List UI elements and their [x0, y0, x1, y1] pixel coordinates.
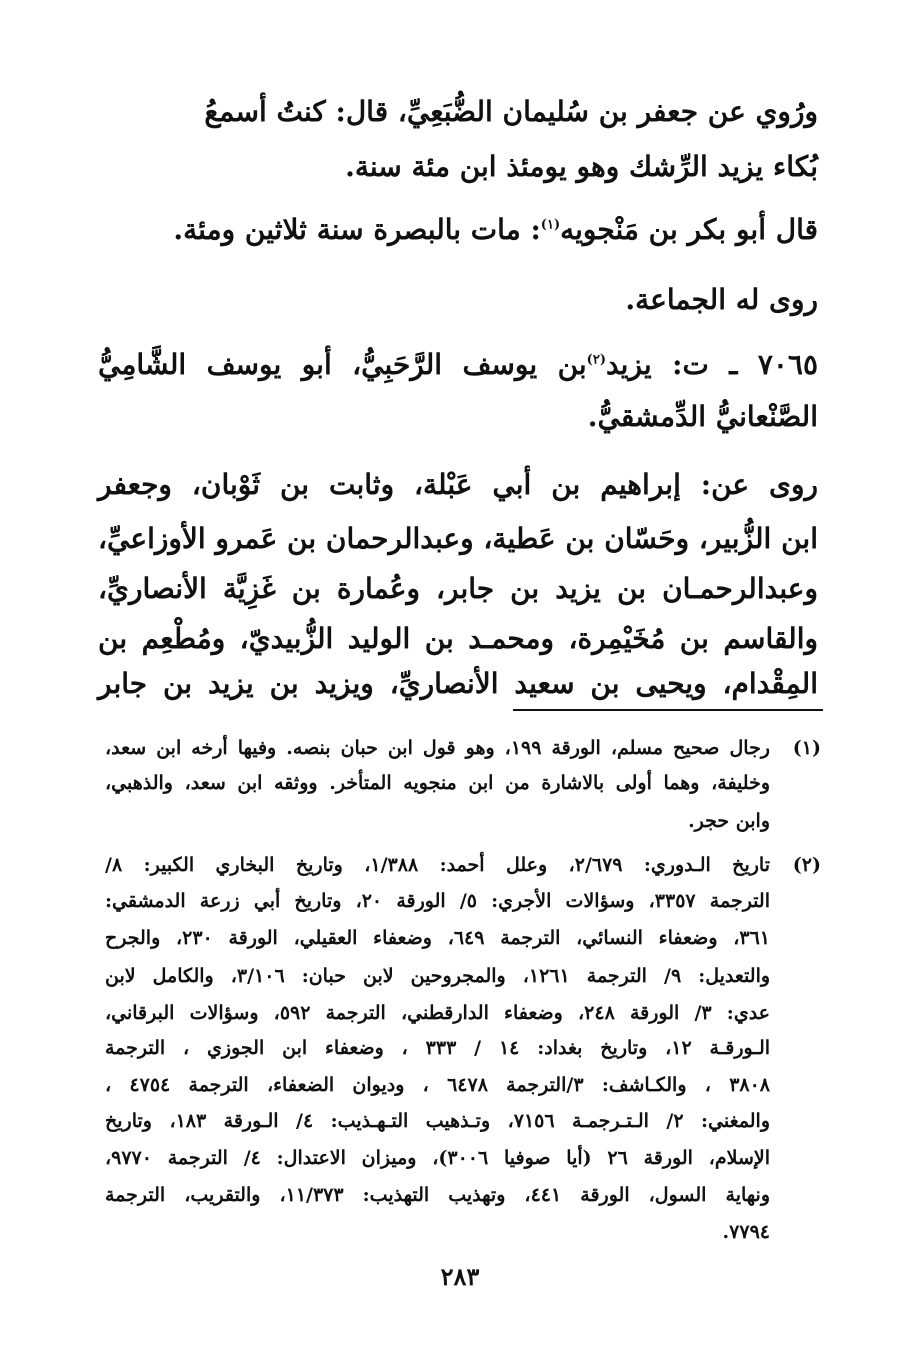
footnote-ref-2: (٢): [586, 352, 606, 368]
footnote-line: وخليفة، وهما أولى بالاشارة من ابن منجويه المتأخر. ووثقه ابن سعد، والذهبي،: [105, 772, 770, 794]
footnote-line: الـورقـة ١٢، وتاريخ بغداد: ١٤ / ٣٣٣ ، وضعفاء ابن الجوزي ، الترجمة: [105, 1037, 771, 1059]
main-text-line: [98, 210, 818, 250]
footnote-line: ٣٨٠٨ ، والكـاشف: ٣/الترجمة ٦٤٧٨ ، وديوان الضعفاء، الترجمة ٤٧٥٤ ،: [105, 1074, 771, 1096]
footnote-line: وابن حجر.: [688, 810, 770, 832]
main-text-segment: قال أبو بكر بن مَنْجويه: [560, 213, 818, 246]
footnote-line: والمغني: ٢/ الـتـرجمـة ٧١٥٦، وتـذهيب التـهـذيب: ٤/ الـورقة ١٨٣، وتاريخ: [105, 1110, 770, 1132]
footnote-ref-1: (١): [540, 217, 561, 233]
entry-heading-line: [98, 345, 818, 385]
footnote-marker-1: (١): [792, 737, 821, 759]
footnote-line: عدي: ٣/ الورقة ٢٤٨، وضعفاء الدارقطني، الترجمة ٥٩٢، وسؤالات البرقاني،: [105, 1002, 770, 1024]
footnote-line: تاريخ الـدوري: ٢/٦٧٩، وعلل أحمد: ١/٣٨٨، وتاريخ البخاري الكبير: ٨/: [105, 854, 770, 876]
footnote-marker-2: (٢): [792, 854, 821, 876]
main-text-line: ورُوي عن جعفر بن سُليمان الضُّبَعِيِّ، قال: كنتُ أسمعُ: [204, 95, 818, 128]
main-text-line: الصَّنْعانيُّ الدِّمشقيُّ.: [587, 400, 818, 433]
footnote-line: الإسلام، الورقة ٢٦ (أيا صوفيا ٣٠٠٦)، وميزان الاعتدال: ٤/ الترجمة ٩٧٧٠،: [105, 1147, 770, 1169]
footnote-line: والتعديل: ٩/ الترجمة ١٢٦١، والمجروحين لابن حبان: ٣/١٠٦، والكامل لابن: [105, 965, 771, 987]
main-text-line: وعبدالرحمـان بن يزيد بن جابر، وعُمارة بن غَزِيَّة الأنصاريِّ،: [98, 572, 818, 605]
main-text-line: روى له الجماعة.: [625, 283, 818, 316]
footnote-line: ٧٧٩٤.: [722, 1221, 770, 1243]
footnote-line: الترجمة ٣٣٥٧، وسؤالات الأجري: ٥/ الورقة ٢٠، وتاريخ أبي زرعة الدمشقي:: [105, 890, 770, 912]
main-text-segment: : مات بالبصرة سنة ثلاثين ومئة.: [173, 213, 541, 246]
main-text-line: روى عن: إبراهيم بن أبي عَبْلة، وثابت بن ثَوْبان، وجعفر: [98, 468, 818, 501]
main-text-segment: بن يوسف الرَّحَبِيُّ، أبو يوسف الشَّامِيُّ: [98, 348, 587, 381]
footnote-line: ٣٦١، وضعفاء النسائي، الترجمة ٦٤٩، وضعفاء العقيلي، الورقة ٢٣٠، والجرح: [105, 927, 770, 949]
footnote-separator: [513, 709, 823, 711]
main-text-line: ابن الزُّبير، وحَسّان بن عَطية، وعبدالرحمان بن عَمرو الأوزاعيِّ،: [98, 522, 818, 555]
main-text-line: بُكاء يزيد الرِّشك وهو يومئذ ابن مئة سنة.: [345, 150, 818, 183]
entry-number: ٧٠٦٥ ـ ت: يزيد: [605, 348, 818, 381]
footnote-line: ونهاية السول، الورقة ٤٤١، وتهذيب التهذيب: ١١/٣٧٣، والتقريب، الترجمة: [105, 1184, 770, 1206]
main-text-line: المِقْدام، ويحيى بن سعيد الأنصاريِّ، ويزيد بن يزيد بن جابر: [98, 667, 818, 700]
footnote-line: رجال صحيح مسلم، الورقة ١٩٩، وهو قول ابن حبان بنصه. وفيها أرخه ابن سعد،: [105, 737, 770, 759]
main-text-line: والقاسم بن مُخَيْمِرة، ومحمـد بن الوليد الزُّبيديّ، ومُطْعِم بن: [98, 622, 818, 655]
page-number: ٢٨٣: [440, 1262, 480, 1291]
